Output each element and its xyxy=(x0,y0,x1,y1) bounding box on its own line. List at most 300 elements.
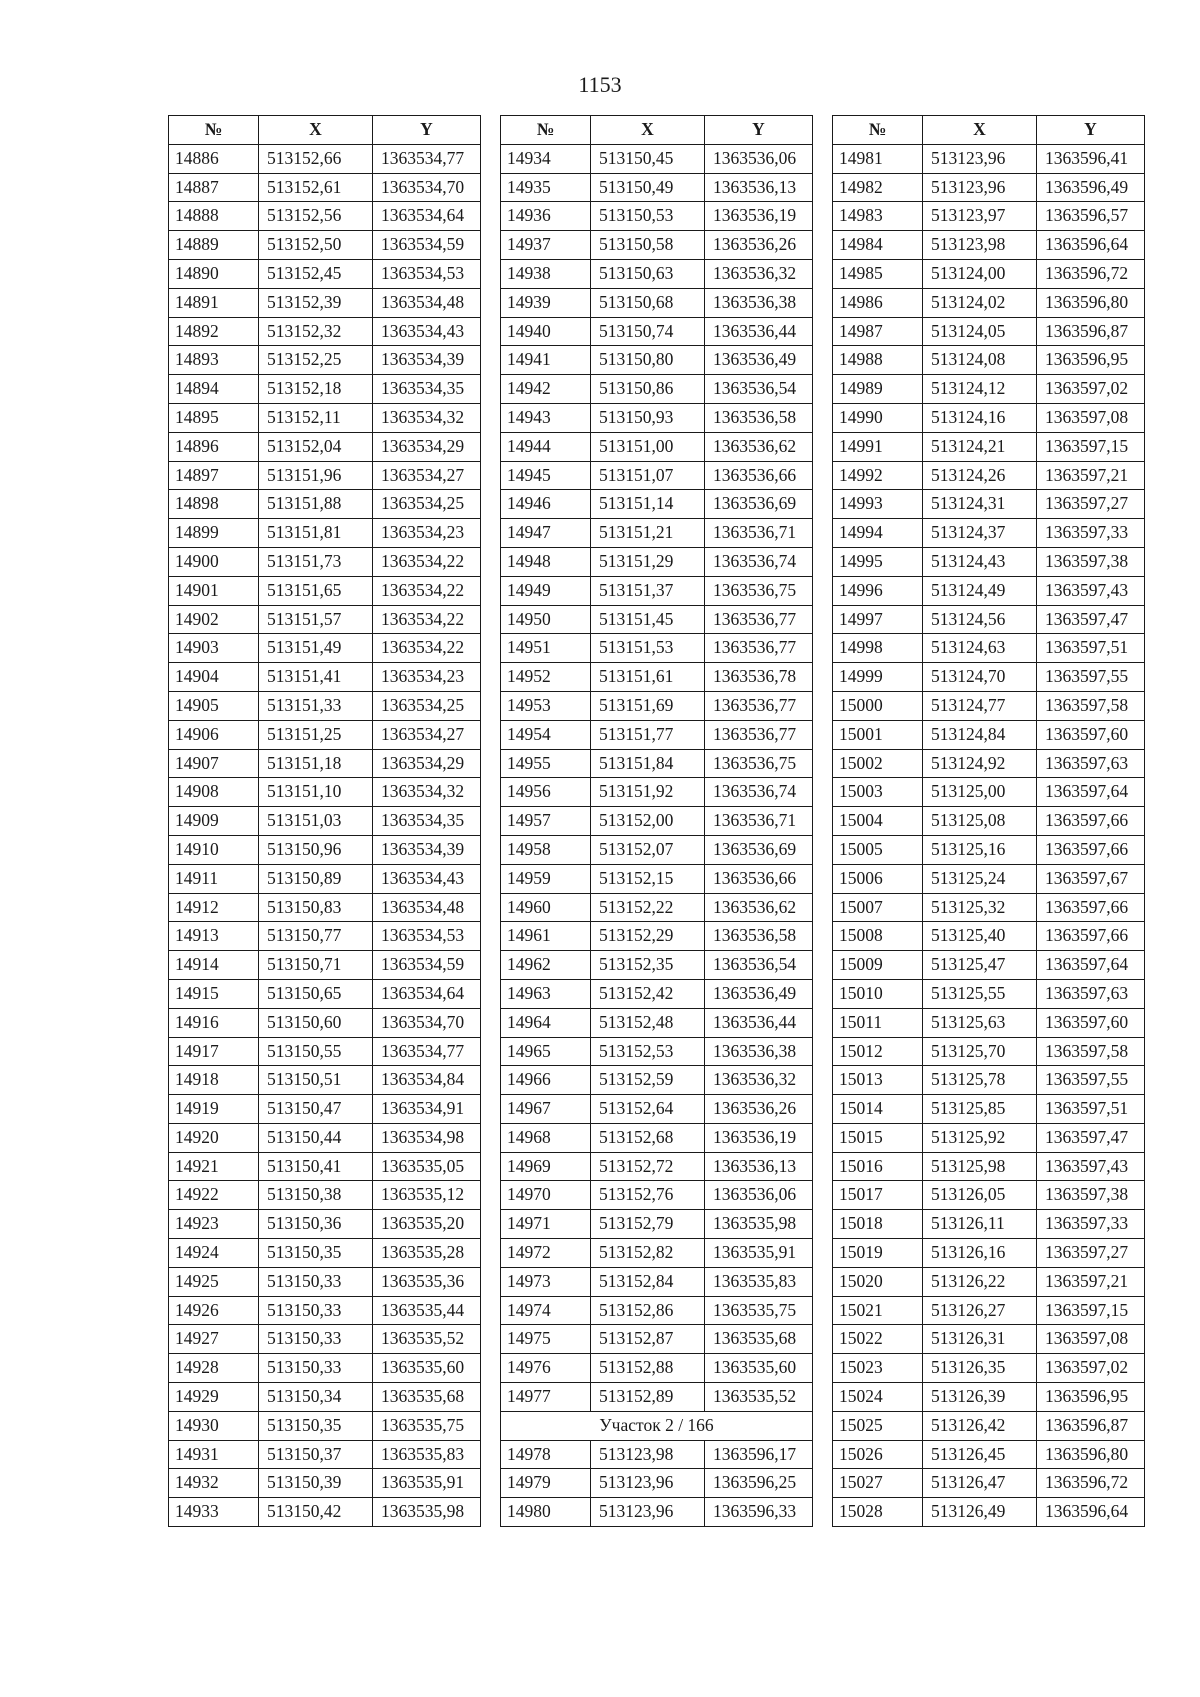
table-row xyxy=(833,1066,1145,1095)
y-coordinate: 1363596,25 xyxy=(705,1469,813,1498)
section-label: Участок 2 / 166 xyxy=(501,1411,813,1440)
point-number: 14909 xyxy=(169,807,259,836)
x-coordinate: 513151,49 xyxy=(259,634,373,663)
y-coordinate: 1363596,95 xyxy=(1037,1383,1145,1412)
x-coordinate: 513152,29 xyxy=(591,922,705,951)
y-coordinate: 1363597,55 xyxy=(1037,1066,1145,1095)
x-coordinate: 513126,16 xyxy=(923,1239,1037,1268)
header-x: X xyxy=(923,116,1037,145)
y-coordinate: 1363534,32 xyxy=(373,403,481,432)
point-number: 15004 xyxy=(833,807,923,836)
table-row xyxy=(501,1296,813,1325)
y-coordinate: 1363534,22 xyxy=(373,634,481,663)
point-number: 15002 xyxy=(833,749,923,778)
table-row xyxy=(169,720,481,749)
table-row xyxy=(833,259,1145,288)
table-row xyxy=(833,1354,1145,1383)
x-coordinate: 513124,56 xyxy=(923,605,1037,634)
table-row xyxy=(169,1152,481,1181)
x-coordinate: 513124,00 xyxy=(923,259,1037,288)
x-coordinate: 513125,63 xyxy=(923,1008,1037,1037)
point-number: 15009 xyxy=(833,951,923,980)
x-coordinate: 513151,77 xyxy=(591,720,705,749)
header-x: X xyxy=(259,116,373,145)
table-row xyxy=(169,1037,481,1066)
table-row xyxy=(833,173,1145,202)
y-coordinate: 1363534,53 xyxy=(373,259,481,288)
x-coordinate: 513151,07 xyxy=(591,461,705,490)
x-coordinate: 513150,65 xyxy=(259,979,373,1008)
x-coordinate: 513125,00 xyxy=(923,778,1037,807)
table-row xyxy=(169,691,481,720)
table-row xyxy=(833,1498,1145,1527)
x-coordinate: 513123,96 xyxy=(591,1498,705,1527)
point-number: 14898 xyxy=(169,490,259,519)
table-row xyxy=(833,605,1145,634)
y-coordinate: 1363536,44 xyxy=(705,317,813,346)
point-number: 14905 xyxy=(169,691,259,720)
x-coordinate: 513152,82 xyxy=(591,1239,705,1268)
x-coordinate: 513151,92 xyxy=(591,778,705,807)
y-coordinate: 1363597,43 xyxy=(1037,576,1145,605)
table-row xyxy=(169,749,481,778)
y-coordinate: 1363596,64 xyxy=(1037,231,1145,260)
point-number: 14903 xyxy=(169,634,259,663)
table-row xyxy=(169,893,481,922)
table-row xyxy=(501,1325,813,1354)
y-coordinate: 1363597,66 xyxy=(1037,893,1145,922)
point-number: 14915 xyxy=(169,979,259,1008)
x-coordinate: 513152,66 xyxy=(259,144,373,173)
table-row xyxy=(833,922,1145,951)
x-coordinate: 513126,11 xyxy=(923,1210,1037,1239)
point-number: 14975 xyxy=(501,1325,591,1354)
table-row xyxy=(169,1210,481,1239)
x-coordinate: 513152,11 xyxy=(259,403,373,432)
y-coordinate: 1363535,36 xyxy=(373,1267,481,1296)
y-coordinate: 1363597,58 xyxy=(1037,691,1145,720)
y-coordinate: 1363597,33 xyxy=(1037,1210,1145,1239)
point-number: 14967 xyxy=(501,1095,591,1124)
point-number: 14949 xyxy=(501,576,591,605)
y-coordinate: 1363534,43 xyxy=(373,317,481,346)
point-number: 14887 xyxy=(169,173,259,202)
point-number: 14923 xyxy=(169,1210,259,1239)
y-coordinate: 1363535,68 xyxy=(705,1325,813,1354)
x-coordinate: 513152,32 xyxy=(259,317,373,346)
table-row xyxy=(501,576,813,605)
x-coordinate: 513150,83 xyxy=(259,893,373,922)
point-number: 14980 xyxy=(501,1498,591,1527)
x-coordinate: 513126,49 xyxy=(923,1498,1037,1527)
x-coordinate: 513152,00 xyxy=(591,807,705,836)
x-coordinate: 513150,60 xyxy=(259,1008,373,1037)
table-row xyxy=(833,1296,1145,1325)
point-number: 14961 xyxy=(501,922,591,951)
y-coordinate: 1363536,49 xyxy=(705,979,813,1008)
x-coordinate: 513124,12 xyxy=(923,375,1037,404)
point-number: 14918 xyxy=(169,1066,259,1095)
point-number: 14995 xyxy=(833,547,923,576)
x-coordinate: 513124,31 xyxy=(923,490,1037,519)
x-coordinate: 513150,49 xyxy=(591,173,705,202)
table-row xyxy=(833,864,1145,893)
table-row xyxy=(169,1383,481,1412)
y-coordinate: 1363596,87 xyxy=(1037,317,1145,346)
point-number: 14931 xyxy=(169,1440,259,1469)
y-coordinate: 1363596,33 xyxy=(705,1498,813,1527)
table-row xyxy=(833,1469,1145,1498)
x-coordinate: 513151,73 xyxy=(259,547,373,576)
point-number: 14943 xyxy=(501,403,591,432)
point-number: 14946 xyxy=(501,490,591,519)
x-coordinate: 513126,42 xyxy=(923,1411,1037,1440)
x-coordinate: 513123,97 xyxy=(923,202,1037,231)
x-coordinate: 513124,26 xyxy=(923,461,1037,490)
x-coordinate: 513151,03 xyxy=(259,807,373,836)
table-row xyxy=(169,1267,481,1296)
x-coordinate: 513151,81 xyxy=(259,519,373,548)
point-number: 14981 xyxy=(833,144,923,173)
point-number: 14979 xyxy=(501,1469,591,1498)
table-row xyxy=(501,1239,813,1268)
y-coordinate: 1363534,29 xyxy=(373,432,481,461)
y-coordinate: 1363597,55 xyxy=(1037,663,1145,692)
x-coordinate: 513151,25 xyxy=(259,720,373,749)
table-row xyxy=(833,1383,1145,1412)
y-coordinate: 1363534,27 xyxy=(373,720,481,749)
point-number: 14976 xyxy=(501,1354,591,1383)
y-coordinate: 1363597,63 xyxy=(1037,979,1145,1008)
x-coordinate: 513150,44 xyxy=(259,1123,373,1152)
coordinates-table-1 xyxy=(168,115,481,1527)
y-coordinate: 1363596,17 xyxy=(705,1440,813,1469)
y-coordinate: 1363597,60 xyxy=(1037,720,1145,749)
y-coordinate: 1363534,35 xyxy=(373,375,481,404)
x-coordinate: 513151,88 xyxy=(259,490,373,519)
x-coordinate: 513151,33 xyxy=(259,691,373,720)
table-header-row xyxy=(501,116,813,145)
y-coordinate: 1363536,62 xyxy=(705,893,813,922)
x-coordinate: 513152,86 xyxy=(591,1296,705,1325)
x-coordinate: 513150,41 xyxy=(259,1152,373,1181)
x-coordinate: 513125,78 xyxy=(923,1066,1037,1095)
x-coordinate: 513124,16 xyxy=(923,403,1037,432)
point-number: 14985 xyxy=(833,259,923,288)
header-number: № xyxy=(501,116,591,145)
y-coordinate: 1363597,51 xyxy=(1037,634,1145,663)
table-row xyxy=(501,778,813,807)
y-coordinate: 1363534,25 xyxy=(373,691,481,720)
table-row xyxy=(169,1354,481,1383)
x-coordinate: 513152,87 xyxy=(591,1325,705,1354)
y-coordinate: 1363536,19 xyxy=(705,1123,813,1152)
point-number: 14948 xyxy=(501,547,591,576)
y-coordinate: 1363536,66 xyxy=(705,864,813,893)
header-y: Y xyxy=(373,116,481,145)
table-row xyxy=(169,1066,481,1095)
point-number: 14950 xyxy=(501,605,591,634)
x-coordinate: 513150,45 xyxy=(591,144,705,173)
x-coordinate: 513150,33 xyxy=(259,1354,373,1383)
point-number: 15020 xyxy=(833,1267,923,1296)
table-row xyxy=(833,893,1145,922)
y-coordinate: 1363535,60 xyxy=(373,1354,481,1383)
y-coordinate: 1363534,98 xyxy=(373,1123,481,1152)
table-row xyxy=(169,432,481,461)
table-row xyxy=(833,979,1145,1008)
point-number: 15023 xyxy=(833,1354,923,1383)
table-row xyxy=(501,490,813,519)
x-coordinate: 513150,71 xyxy=(259,951,373,980)
y-coordinate: 1363536,32 xyxy=(705,1066,813,1095)
point-number: 14953 xyxy=(501,691,591,720)
table-row xyxy=(169,1008,481,1037)
table-row xyxy=(169,461,481,490)
point-number: 14922 xyxy=(169,1181,259,1210)
x-coordinate: 513150,77 xyxy=(259,922,373,951)
point-number: 14952 xyxy=(501,663,591,692)
x-coordinate: 513151,21 xyxy=(591,519,705,548)
y-coordinate: 1363536,74 xyxy=(705,547,813,576)
x-coordinate: 513151,65 xyxy=(259,576,373,605)
y-coordinate: 1363597,15 xyxy=(1037,432,1145,461)
table-header-row xyxy=(833,116,1145,145)
point-number: 14956 xyxy=(501,778,591,807)
table-row xyxy=(501,749,813,778)
point-number: 14920 xyxy=(169,1123,259,1152)
y-coordinate: 1363536,26 xyxy=(705,231,813,260)
y-coordinate: 1363596,49 xyxy=(1037,173,1145,202)
point-number: 14989 xyxy=(833,375,923,404)
table-row xyxy=(833,1239,1145,1268)
y-coordinate: 1363535,20 xyxy=(373,1210,481,1239)
table-row xyxy=(501,1469,813,1498)
section-row xyxy=(501,1411,813,1440)
table-row xyxy=(501,1440,813,1469)
y-coordinate: 1363534,53 xyxy=(373,922,481,951)
header-y: Y xyxy=(1037,116,1145,145)
table-row xyxy=(833,144,1145,173)
table-row xyxy=(501,893,813,922)
point-number: 14959 xyxy=(501,864,591,893)
table-row xyxy=(501,461,813,490)
table-row xyxy=(169,547,481,576)
point-number: 14893 xyxy=(169,346,259,375)
y-coordinate: 1363536,71 xyxy=(705,519,813,548)
y-coordinate: 1363535,28 xyxy=(373,1239,481,1268)
x-coordinate: 513125,32 xyxy=(923,893,1037,922)
point-number: 14891 xyxy=(169,288,259,317)
point-number: 14978 xyxy=(501,1440,591,1469)
y-coordinate: 1363596,80 xyxy=(1037,288,1145,317)
x-coordinate: 513152,07 xyxy=(591,835,705,864)
x-coordinate: 513150,33 xyxy=(259,1325,373,1354)
y-coordinate: 1363536,26 xyxy=(705,1095,813,1124)
table-row xyxy=(169,634,481,663)
y-coordinate: 1363536,77 xyxy=(705,605,813,634)
table-row xyxy=(501,346,813,375)
y-coordinate: 1363536,54 xyxy=(705,375,813,404)
point-number: 15016 xyxy=(833,1152,923,1181)
y-coordinate: 1363535,83 xyxy=(705,1267,813,1296)
x-coordinate: 513152,15 xyxy=(591,864,705,893)
point-number: 14940 xyxy=(501,317,591,346)
point-number: 14971 xyxy=(501,1210,591,1239)
x-coordinate: 513150,34 xyxy=(259,1383,373,1412)
point-number: 14921 xyxy=(169,1152,259,1181)
x-coordinate: 513151,37 xyxy=(591,576,705,605)
x-coordinate: 513123,96 xyxy=(591,1469,705,1498)
x-coordinate: 513150,74 xyxy=(591,317,705,346)
point-number: 14969 xyxy=(501,1152,591,1181)
x-coordinate: 513124,92 xyxy=(923,749,1037,778)
point-number: 15011 xyxy=(833,1008,923,1037)
y-coordinate: 1363536,06 xyxy=(705,1181,813,1210)
x-coordinate: 513125,98 xyxy=(923,1152,1037,1181)
table-row xyxy=(501,720,813,749)
x-coordinate: 513152,56 xyxy=(259,202,373,231)
table-row xyxy=(833,461,1145,490)
x-coordinate: 513151,45 xyxy=(591,605,705,634)
table-row xyxy=(501,259,813,288)
header-number: № xyxy=(833,116,923,145)
point-number: 14906 xyxy=(169,720,259,749)
point-number: 14889 xyxy=(169,231,259,260)
y-coordinate: 1363535,12 xyxy=(373,1181,481,1210)
table-row xyxy=(501,519,813,548)
x-coordinate: 513152,53 xyxy=(591,1037,705,1066)
y-coordinate: 1363535,52 xyxy=(705,1383,813,1412)
point-number: 15025 xyxy=(833,1411,923,1440)
table-row xyxy=(169,1181,481,1210)
y-coordinate: 1363596,95 xyxy=(1037,346,1145,375)
point-number: 14924 xyxy=(169,1239,259,1268)
y-coordinate: 1363536,06 xyxy=(705,144,813,173)
x-coordinate: 513126,47 xyxy=(923,1469,1037,1498)
y-coordinate: 1363534,22 xyxy=(373,605,481,634)
y-coordinate: 1363536,74 xyxy=(705,778,813,807)
point-number: 15024 xyxy=(833,1383,923,1412)
y-coordinate: 1363534,23 xyxy=(373,519,481,548)
table-row xyxy=(501,288,813,317)
x-coordinate: 513150,42 xyxy=(259,1498,373,1527)
x-coordinate: 513150,55 xyxy=(259,1037,373,1066)
x-coordinate: 513126,27 xyxy=(923,1296,1037,1325)
y-coordinate: 1363534,22 xyxy=(373,576,481,605)
x-coordinate: 513126,35 xyxy=(923,1354,1037,1383)
table-row xyxy=(833,634,1145,663)
point-number: 14936 xyxy=(501,202,591,231)
point-number: 14914 xyxy=(169,951,259,980)
point-number: 14895 xyxy=(169,403,259,432)
table-row xyxy=(169,259,481,288)
table-row xyxy=(833,346,1145,375)
table-row xyxy=(501,375,813,404)
x-coordinate: 513124,21 xyxy=(923,432,1037,461)
point-number: 14925 xyxy=(169,1267,259,1296)
x-coordinate: 513151,57 xyxy=(259,605,373,634)
table-row xyxy=(501,979,813,1008)
x-coordinate: 513123,96 xyxy=(923,173,1037,202)
y-coordinate: 1363536,78 xyxy=(705,663,813,692)
table-row xyxy=(501,835,813,864)
point-number: 14917 xyxy=(169,1037,259,1066)
table-row xyxy=(501,432,813,461)
y-coordinate: 1363535,91 xyxy=(705,1239,813,1268)
x-coordinate: 513152,42 xyxy=(591,979,705,1008)
point-number: 14984 xyxy=(833,231,923,260)
table-row xyxy=(833,490,1145,519)
point-number: 14970 xyxy=(501,1181,591,1210)
y-coordinate: 1363535,83 xyxy=(373,1440,481,1469)
y-coordinate: 1363534,77 xyxy=(373,1037,481,1066)
table-row xyxy=(169,1411,481,1440)
y-coordinate: 1363597,27 xyxy=(1037,490,1145,519)
table-row xyxy=(501,1498,813,1527)
y-coordinate: 1363536,32 xyxy=(705,259,813,288)
table-row xyxy=(833,288,1145,317)
point-number: 15018 xyxy=(833,1210,923,1239)
point-number: 14899 xyxy=(169,519,259,548)
y-coordinate: 1363597,08 xyxy=(1037,1325,1145,1354)
y-coordinate: 1363535,60 xyxy=(705,1354,813,1383)
x-coordinate: 513151,00 xyxy=(591,432,705,461)
point-number: 14894 xyxy=(169,375,259,404)
point-number: 14994 xyxy=(833,519,923,548)
point-number: 14890 xyxy=(169,259,259,288)
point-number: 15003 xyxy=(833,778,923,807)
x-coordinate: 513124,37 xyxy=(923,519,1037,548)
table-row xyxy=(169,403,481,432)
point-number: 14901 xyxy=(169,576,259,605)
table-row xyxy=(833,1325,1145,1354)
x-coordinate: 513151,10 xyxy=(259,778,373,807)
table-row xyxy=(169,576,481,605)
table-row xyxy=(501,663,813,692)
x-coordinate: 513152,18 xyxy=(259,375,373,404)
y-coordinate: 1363534,64 xyxy=(373,202,481,231)
table-row xyxy=(833,231,1145,260)
table-row xyxy=(169,922,481,951)
point-number: 14947 xyxy=(501,519,591,548)
point-number: 14892 xyxy=(169,317,259,346)
y-coordinate: 1363536,77 xyxy=(705,634,813,663)
table-row xyxy=(833,1123,1145,1152)
y-coordinate: 1363534,77 xyxy=(373,144,481,173)
table-row xyxy=(169,864,481,893)
x-coordinate: 513150,38 xyxy=(259,1181,373,1210)
y-coordinate: 1363534,84 xyxy=(373,1066,481,1095)
x-coordinate: 513150,68 xyxy=(591,288,705,317)
y-coordinate: 1363597,47 xyxy=(1037,1123,1145,1152)
table-row xyxy=(833,1095,1145,1124)
point-number: 14927 xyxy=(169,1325,259,1354)
x-coordinate: 513152,39 xyxy=(259,288,373,317)
x-coordinate: 513126,31 xyxy=(923,1325,1037,1354)
point-number: 14996 xyxy=(833,576,923,605)
y-coordinate: 1363536,44 xyxy=(705,1008,813,1037)
table-row xyxy=(833,1267,1145,1296)
y-coordinate: 1363534,70 xyxy=(373,1008,481,1037)
table-row xyxy=(501,1267,813,1296)
table-row xyxy=(169,375,481,404)
table-row xyxy=(501,922,813,951)
y-coordinate: 1363597,67 xyxy=(1037,864,1145,893)
x-coordinate: 513125,16 xyxy=(923,835,1037,864)
point-number: 14991 xyxy=(833,432,923,461)
point-number: 14983 xyxy=(833,202,923,231)
